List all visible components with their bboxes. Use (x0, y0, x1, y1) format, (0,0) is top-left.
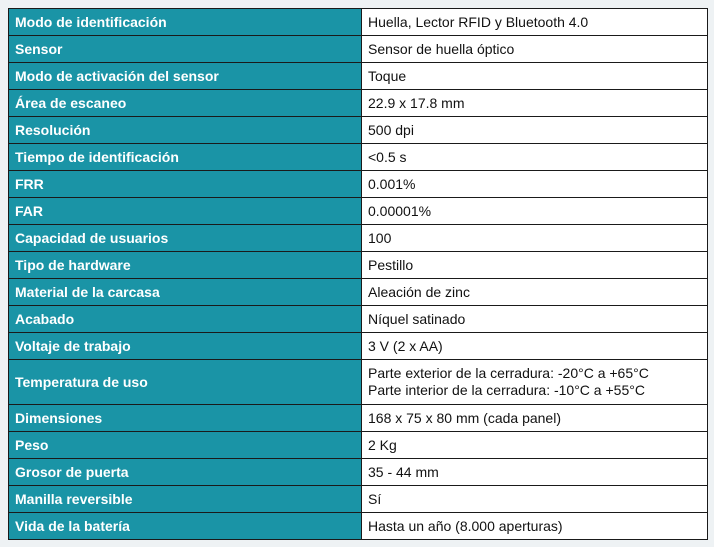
spec-value: 168 x 75 x 80 mm (cada panel) (362, 405, 708, 432)
spec-label: Temperatura de uso (9, 360, 362, 405)
spec-label: Capacidad de usuarios (9, 225, 362, 252)
table-row (9, 63, 708, 90)
table-row (9, 252, 708, 279)
spec-label: Modo de identificación (9, 9, 362, 36)
table-row (9, 171, 708, 198)
spec-value: 500 dpi (362, 117, 708, 144)
spec-value: 2 Kg (362, 432, 708, 459)
spec-label: Material de la carcasa (9, 279, 362, 306)
spec-value: Níquel satinado (362, 306, 708, 333)
spec-label: FRR (9, 171, 362, 198)
spec-label: Tipo de hardware (9, 252, 362, 279)
spec-value: 0.001% (362, 171, 708, 198)
spec-value: 0.00001% (362, 198, 708, 225)
table-row (9, 432, 708, 459)
spec-value: Sensor de huella óptico (362, 36, 708, 63)
spec-label: Tiempo de identificación (9, 144, 362, 171)
table-row (9, 333, 708, 360)
spec-value-line: Parte exterior de la cerradura: -20°C a +65°C (368, 365, 649, 381)
spec-label: Grosor de puerta (9, 459, 362, 486)
spec-value: <0.5 s (362, 144, 708, 171)
spec-value: Sí (362, 486, 708, 513)
specifications-table (8, 8, 708, 540)
spec-value: Pestillo (362, 252, 708, 279)
spec-value-line: Parte interior de la cerradura: -10°C a +55°C (368, 382, 645, 398)
spec-value: 3 V (2 x AA) (362, 333, 708, 360)
spec-label: Modo de activación del sensor (9, 63, 362, 90)
table-row (9, 486, 708, 513)
spec-value: Huella, Lector RFID y Bluetooth 4.0 (362, 9, 708, 36)
table-row (9, 360, 708, 405)
spec-value: 35 - 44 mm (362, 459, 708, 486)
table-row (9, 36, 708, 63)
spec-label: Acabado (9, 306, 362, 333)
spec-label: Voltaje de trabajo (9, 333, 362, 360)
spec-value: Hasta un año (8.000 aperturas) (362, 513, 708, 540)
table-row (9, 90, 708, 117)
spec-value: 100 (362, 225, 708, 252)
table-row (9, 306, 708, 333)
spec-label: Peso (9, 432, 362, 459)
spec-label: Área de escaneo (9, 90, 362, 117)
table-row (9, 144, 708, 171)
table-row (9, 225, 708, 252)
table-row (9, 459, 708, 486)
spec-value: Toque (362, 63, 708, 90)
table-row (9, 279, 708, 306)
spec-label: Sensor (9, 36, 362, 63)
spec-value: Aleación de zinc (362, 279, 708, 306)
table-row (9, 513, 708, 540)
spec-label: Vida de la batería (9, 513, 362, 540)
spec-value: 22.9 x 17.8 mm (362, 90, 708, 117)
table-row (9, 198, 708, 225)
spec-value-multiline (362, 360, 708, 405)
spec-label: FAR (9, 198, 362, 225)
spec-label: Manilla reversible (9, 486, 362, 513)
spec-label: Resolución (9, 117, 362, 144)
table-row (9, 405, 708, 432)
table-row (9, 9, 708, 36)
spec-label: Dimensiones (9, 405, 362, 432)
table-row (9, 117, 708, 144)
